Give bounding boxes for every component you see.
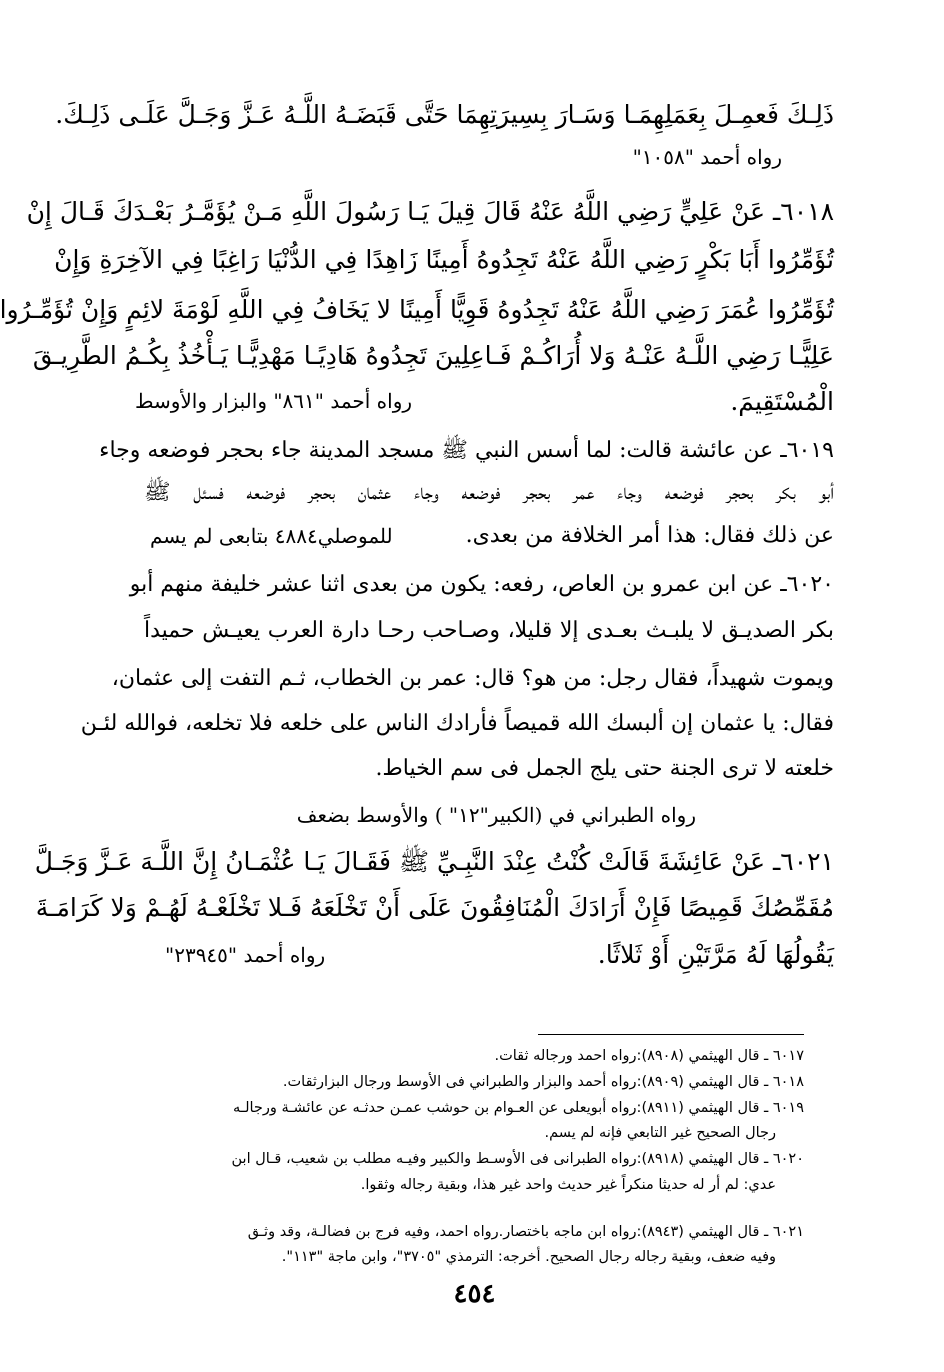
hadith-6021-line: مُقَمِّصُكَ قَمِيصًا فَإِنْ أَرَادَكَ الْمُنَافِقُونَ عَلَى أَنْ تَخْلَعَهُ فَـلا تَخْلَعْـهُ لَهُـمْ وَلا كَرَامَـةَ (35, 893, 834, 922)
footnote-separator (538, 1034, 804, 1035)
hadith-6019-line: أبو بكر بحجر فوضعه وجاء عمر بحجر فوضعه وجاء عثمان بحجر فوضعه فسئل ﷺ (144, 480, 834, 505)
hadith-6020-line: ويموت شهيداً، فقال رجل: من هو؟ قال: عمر بن الخطاب، ثـم التفت إلى عثمان، (111, 666, 834, 691)
footnote: ٦٠٢٠ ـ قال الهيثمي (٨٩١٨):رواه الطبرانى فى الأوسـط والكبير وفيـه مطلب بن شعيب، قـال ابن (231, 1151, 804, 1167)
hadith-6019-line: ٦٠١٩ـ عن عائشة قالت: لما أسس النبي ﷺ مسجد المدينة جاء بحجر فوضعه وجاء (99, 438, 834, 463)
hadith-6018-line: عَلِيًّـا رَضِي اللَّـهُ عَنْـهُ وَلا أُرَاكُـمْ فَـاعِلِينَ تَجِدُوهُ هَادِيًـا مَهْدِيًّـا يَـأْخُذُ بِكُـمُ الطَّرِيـقَ (32, 341, 834, 370)
citation: رواه الطبراني في (الكبير"١٢" ) والأوسط بضعف (296, 803, 696, 827)
citation: للموصلي٤٨٨٤ بتابعى لم يسم (150, 524, 393, 548)
hadith-6020-line: ٦٠٢٠ـ عن ابن عمرو بن العاص، رفعه: يكون من بعدى اثنا عشر خليفة منهم أبو (129, 572, 834, 597)
footnote: ٦٠٢١ ـ قال الهيثمي (٨٩٤٣):رواه ابن ماجه باختصار.رواه احمد، وفيه فرج بن فضالـة، وقد وثـق (247, 1224, 804, 1240)
hadith-6018-line: تُؤَمِّرُوا أَبَا بَكْرٍ رَضِي اللَّهُ عَنْهُ تَجِدُوهُ أَمِينًا زَاهِدًا فِي الدُّنْيَا رَاغِبًا فِي الآخِرَةِ وَإِنْ (54, 245, 834, 274)
citation: رواه أحمد "٢٣٩٤٥" (165, 943, 326, 967)
hadith-6018-line: تُؤَمِّرُوا عُمَرَ رَضِي اللَّهُ عَنْهُ تَجِدُوهُ قَوِيًّا أَمِينًا لا يَخَافُ فِي اللَّهِ لَوْمَةَ لائِمٍ وَإِنْ تُؤَمِّـرُوا (0, 295, 834, 324)
hadith-6018-line: الْمُسْتَقِيمَ. (730, 387, 834, 416)
footnote-continuation: رجال الصحيح غير التابعي فإنه لم يسم. (544, 1125, 776, 1141)
citation: رواه أحمد "٨٦١" والبزار والأوسط (135, 389, 413, 413)
hadith-6021-line: ٦٠٢١ـ عَنْ عَائِشَةَ قَالَتْ كُنْتُ عِنْدَ النَّبِـيِّ ﷺ فَقَـالَ يَـا عُثْمَـانُ إِنَّ اللَّـهَ عَـزَّ وَجَـلَّ (34, 847, 834, 876)
text-line: ذَلِـكَ فَعمِـلَ بِعَمَلِهِمَـا وَسَـارَ بِسِيرَتِهِمَا حَتَّى قَبَضَـهُ اللَّـهُ عَـزَّ وَجَـلَّ عَلَـى ذَلِـكَ. (55, 100, 834, 129)
footnote: ٦٠١٩ ـ قال الهيثمي (٨٩١١):رواه أبويعلى عن العـوام بن حوشب عمـن حدثـه عن عائشـة ورجالـه (233, 1100, 804, 1116)
hadith-6019-line: عن ذلك فقال: هذا أمر الخلافة من بعدى. (465, 523, 834, 548)
hadith-6018-line: ٦٠١٨ـ عَنْ عَلِيٍّ رَضِي اللَّهُ عَنْهُ قَالَ قِيلَ يَـا رَسُولَ اللَّهِ مَـنْ يُؤَمَّـرُ بَعْـدَكَ قَـالَ إِنْ (26, 197, 834, 226)
footnote: ٦٠١٧ ـ قال الهيثمي (٨٩٠٨):رواه احمد ورجاله ثقات. (494, 1048, 804, 1064)
citation: رواه أحمد "١٠٥٨" (632, 145, 782, 169)
footnote-continuation: وفيه ضعف، وبقية رجاله رجال الصحيح. أخرجه: الترمذي "٣٧٠٥"، وابن ماجة "١١٣". (281, 1249, 776, 1265)
hadith-6020-line: فقال: يا عثمان إن ألبسك الله قميصاً فأرادك الناس على خلعه فلا تخلعه، فوالله لئـن (80, 711, 834, 736)
hadith-6020-line: بكر الصديـق لا يلبـث بعـدى إلا قليلا، وصـاحب رحـا دارة العرب يعيـش حميداً (144, 618, 834, 643)
page-number: ٤٥٤ (453, 1279, 496, 1309)
footnote: ٦٠١٨ ـ قال الهيثمي (٨٩٠٩):رواه أحمد والبزار والطبراني فى الأوسط ورجال البزارثقات. (282, 1074, 804, 1090)
footnote-continuation: عدي: لم أر له حديثا منكراً غير حديث واحد غير هذا، وبقية رجاله وثقوا. (360, 1177, 776, 1193)
hadith-6020-line: خلعته لا ترى الجنة حتى يلج الجمل فى سم الخياط. (375, 756, 834, 781)
hadith-6021-line: يَقُولُهَا لَهُ مَرَّتَيْنِ أَوْ ثَلاثًا. (597, 940, 834, 969)
